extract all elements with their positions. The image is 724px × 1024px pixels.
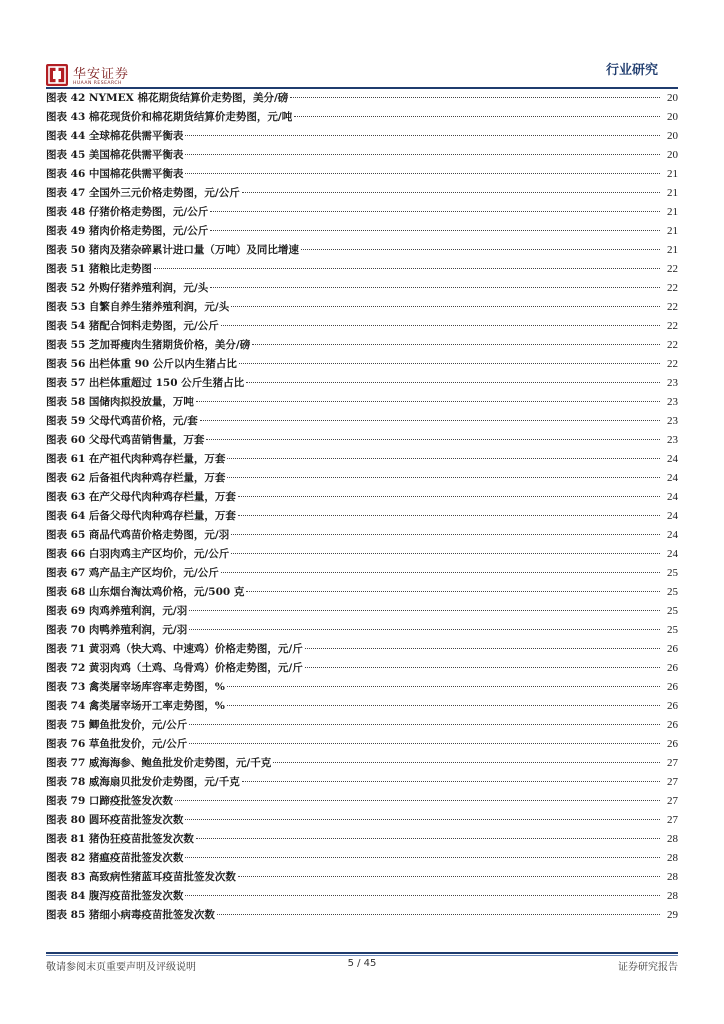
toc-entry[interactable] — [46, 603, 678, 622]
toc-entry[interactable] — [46, 204, 678, 223]
toc-entry[interactable] — [46, 774, 678, 793]
toc-entry-page[interactable]: 22 — [667, 339, 678, 351]
toc-entry-page[interactable]: 21 — [667, 225, 678, 237]
toc-entry-page[interactable]: 21 — [667, 187, 678, 199]
toc-entry-page[interactable]: 24 — [667, 548, 678, 560]
toc-dot-leader — [246, 591, 660, 592]
toc-entry-title[interactable]: 图表 72 黄羽肉鸡（土鸡、乌骨鸡）价格走势图，元/斤 — [46, 662, 303, 674]
toc-entry-page[interactable]: 20 — [667, 130, 678, 142]
page-header — [46, 58, 678, 88]
toc-dot-leader — [185, 135, 660, 136]
toc-entry-title[interactable]: 图表 51 猪粮比走势图 — [46, 263, 152, 275]
toc-dot-leader — [273, 762, 660, 763]
toc-entry-title[interactable]: 图表 82 猪瘟疫苗批签发次数 — [46, 852, 184, 864]
footer-divider-thin — [46, 955, 678, 956]
toc-dot-leader — [305, 667, 660, 668]
toc-entry[interactable] — [46, 147, 678, 166]
toc-entry-title[interactable]: 图表 45 美国棉花供需平衡表 — [46, 149, 184, 161]
toc-entry-page[interactable]: 20 — [667, 92, 678, 104]
toc-entry-title[interactable]: 图表 58 国储肉拟投放量，万吨 — [46, 396, 194, 408]
toc-entry-title[interactable]: 图表 44 全球棉花供需平衡表 — [46, 130, 184, 142]
toc-dot-leader — [189, 629, 660, 630]
toc-dot-leader — [239, 363, 660, 364]
toc-entry[interactable] — [46, 698, 678, 717]
toc-entry-page[interactable]: 24 — [667, 510, 678, 522]
toc-entry-title[interactable]: 图表 50 猪肉及猪杂碎累计进口量（万吨）及同比增速 — [46, 244, 299, 256]
toc-entry[interactable] — [46, 489, 678, 508]
toc-entry-page[interactable]: 22 — [667, 263, 678, 275]
toc-entry[interactable] — [46, 90, 678, 109]
toc-dot-leader — [246, 382, 660, 383]
toc-entry-page[interactable]: 24 — [667, 472, 678, 484]
toc-entry-title[interactable]: 图表 48 仔猪价格走势图，元/公斤 — [46, 206, 209, 218]
toc-entry-title[interactable]: 图表 84 腹泻疫苗批签发次数 — [46, 890, 184, 902]
toc-entry-page[interactable]: 27 — [667, 757, 678, 769]
toc-dot-leader — [196, 838, 660, 839]
toc-entry[interactable] — [46, 166, 678, 185]
toc-entry-page[interactable]: 22 — [667, 301, 678, 313]
toc-entry[interactable] — [46, 527, 678, 546]
logo-subtitle: HUAAN RESEARCH — [73, 81, 122, 86]
toc-dot-leader — [200, 420, 660, 421]
table-of-figures — [46, 90, 678, 926]
toc-entry-title[interactable]: 图表 77 威海海参、鲍鱼批发价走势图，元/千克 — [46, 757, 272, 769]
toc-entry-page[interactable]: 24 — [667, 453, 678, 465]
toc-entry-title[interactable]: 图表 81 猪伪狂疫苗批签发次数 — [46, 833, 194, 845]
toc-entry-title[interactable]: 图表 54 猪配合饲料走势图，元/公斤 — [46, 320, 219, 332]
toc-dot-leader — [206, 439, 660, 440]
toc-entry-page[interactable]: 28 — [667, 852, 678, 864]
header-divider — [46, 87, 678, 89]
toc-entry[interactable] — [46, 280, 678, 299]
toc-entry-page[interactable]: 23 — [667, 434, 678, 446]
huaan-logo-icon — [46, 64, 68, 86]
toc-entry-page[interactable]: 28 — [667, 871, 678, 883]
toc-entry-title[interactable]: 图表 79 口蹄疫批签发次数 — [46, 795, 173, 807]
toc-dot-leader — [242, 781, 660, 782]
toc-dot-leader — [185, 857, 660, 858]
toc-entry-title[interactable]: 图表 68 山东烟台淘汰鸡价格，元/500 克 — [46, 586, 245, 598]
toc-entry-title[interactable]: 图表 57 出栏体重超过 150 公斤生猪占比 — [46, 377, 245, 389]
toc-dot-leader — [227, 705, 660, 706]
toc-entry[interactable] — [46, 584, 678, 603]
toc-dot-leader — [301, 249, 660, 250]
toc-entry-page[interactable]: 26 — [667, 681, 678, 693]
toc-entry-page[interactable]: 26 — [667, 662, 678, 674]
toc-entry[interactable] — [46, 679, 678, 698]
toc-dot-leader — [210, 287, 660, 288]
toc-entry-page[interactable]: 24 — [667, 529, 678, 541]
toc-entry-title[interactable]: 图表 85 猪细小病毒疫苗批签发次数 — [46, 909, 215, 921]
toc-entry[interactable] — [46, 622, 678, 641]
toc-entry[interactable] — [46, 546, 678, 565]
toc-entry[interactable] — [46, 109, 678, 128]
toc-entry-title[interactable]: 图表 65 商品代鸡苗价格走势图，元/羽 — [46, 529, 230, 541]
toc-entry-title[interactable]: 图表 64 后备父母代肉种鸡存栏量，万套 — [46, 510, 236, 522]
toc-dot-leader — [185, 154, 660, 155]
toc-entry-title[interactable]: 图表 71 黄羽鸡（快大鸡、中速鸡）价格走势图，元/斤 — [46, 643, 303, 655]
toc-entry-page[interactable]: 27 — [667, 776, 678, 788]
toc-dot-leader — [290, 97, 660, 98]
toc-entry[interactable] — [46, 565, 678, 584]
toc-entry-title[interactable]: 图表 42 NYMEX 棉花期货结算价走势图，美分/磅 — [46, 92, 289, 104]
toc-entry[interactable] — [46, 508, 678, 527]
toc-entry[interactable] — [46, 337, 678, 356]
toc-entry[interactable] — [46, 432, 678, 451]
toc-dot-leader — [185, 819, 660, 820]
toc-entry-page[interactable]: 23 — [667, 396, 678, 408]
toc-entry-title[interactable]: 图表 47 全国外三元价格走势图，元/公斤 — [46, 187, 240, 199]
toc-entry[interactable] — [46, 660, 678, 679]
toc-entry-title[interactable]: 图表 56 出栏体重 90 公斤以内生猪占比 — [46, 358, 237, 370]
toc-dot-leader — [189, 724, 660, 725]
toc-entry[interactable] — [46, 850, 678, 869]
toc-entry[interactable] — [46, 907, 678, 926]
toc-entry-title[interactable]: 图表 83 高致病性猪蓝耳疫苗批签发次数 — [46, 871, 236, 883]
toc-dot-leader — [238, 496, 660, 497]
toc-dot-leader — [305, 648, 660, 649]
toc-entry-title[interactable]: 图表 63 在产父母代肉种鸡存栏量，万套 — [46, 491, 236, 503]
toc-entry-page[interactable]: 25 — [667, 567, 678, 579]
toc-entry[interactable] — [46, 755, 678, 774]
toc-entry[interactable] — [46, 185, 678, 204]
toc-entry[interactable] — [46, 470, 678, 489]
toc-entry[interactable] — [46, 869, 678, 888]
toc-entry[interactable] — [46, 356, 678, 375]
toc-entry-title[interactable]: 图表 60 父母代鸡苗销售量，万套 — [46, 434, 205, 446]
toc-dot-leader — [185, 173, 660, 174]
toc-dot-leader — [231, 306, 660, 307]
toc-entry-page[interactable]: 22 — [667, 320, 678, 332]
toc-dot-leader — [242, 192, 660, 193]
toc-entry-page[interactable]: 29 — [667, 909, 678, 921]
toc-entry-page[interactable]: 27 — [667, 814, 678, 826]
toc-entry-title[interactable]: 图表 78 威海扇贝批发价走势图，元/千克 — [46, 776, 240, 788]
toc-entry-page[interactable]: 25 — [667, 624, 678, 636]
toc-entry-title[interactable]: 图表 43 棉花现货价和棉花期货结算价走势图，元/吨 — [46, 111, 293, 123]
toc-dot-leader — [238, 876, 660, 877]
toc-dot-leader — [185, 895, 660, 896]
toc-entry-page[interactable]: 26 — [667, 700, 678, 712]
toc-dot-leader — [217, 914, 660, 915]
toc-entry-title[interactable]: 图表 66 白羽肉鸡主产区均价，元/公斤 — [46, 548, 230, 560]
toc-entry-page[interactable]: 25 — [667, 586, 678, 598]
logo-name: 华安证券 — [73, 67, 130, 82]
toc-dot-leader — [231, 534, 660, 535]
toc-entry-title[interactable]: 图表 49 猪肉价格走势图，元/公斤 — [46, 225, 209, 237]
toc-entry-title[interactable]: 图表 46 中国棉花供需平衡表 — [46, 168, 184, 180]
toc-entry-title[interactable]: 图表 53 自繁自养生猪养殖利润，元/头 — [46, 301, 230, 313]
page-footer — [46, 958, 678, 974]
toc-entry-page[interactable]: 22 — [667, 358, 678, 370]
toc-dot-leader — [154, 268, 660, 269]
toc-entry-title[interactable]: 图表 73 禽类屠宰场库容率走势图，% — [46, 681, 225, 693]
toc-dot-leader — [221, 325, 660, 326]
toc-dot-leader — [196, 401, 660, 402]
toc-entry-title[interactable]: 图表 75 鲫鱼批发价，元/公斤 — [46, 719, 188, 731]
toc-entry[interactable] — [46, 375, 678, 394]
footer-doc-type: 证券研究报告 — [618, 962, 678, 973]
toc-dot-leader — [189, 610, 660, 611]
footer-disclaimer: 敬请参阅末页重要声明及评级说明 — [46, 962, 196, 973]
toc-entry-page[interactable]: 26 — [667, 738, 678, 750]
toc-entry[interactable] — [46, 242, 678, 261]
toc-dot-leader — [210, 230, 660, 231]
toc-entry[interactable] — [46, 736, 678, 755]
toc-entry[interactable] — [46, 717, 678, 736]
toc-entry-page[interactable]: 24 — [667, 491, 678, 503]
toc-entry-page[interactable]: 22 — [667, 282, 678, 294]
toc-entry-page[interactable]: 23 — [667, 377, 678, 389]
toc-entry[interactable] — [46, 888, 678, 907]
toc-entry-page[interactable]: 21 — [667, 168, 678, 180]
toc-entry[interactable] — [46, 318, 678, 337]
toc-entry-page[interactable]: 21 — [667, 244, 678, 256]
toc-entry-page[interactable]: 20 — [667, 149, 678, 161]
toc-entry[interactable] — [46, 413, 678, 432]
toc-entry-page[interactable]: 27 — [667, 795, 678, 807]
toc-dot-leader — [231, 553, 660, 554]
toc-entry-title[interactable]: 图表 74 禽类屠宰场开工率走势图，% — [46, 700, 225, 712]
page-number: 5 / 45 — [347, 958, 377, 969]
toc-entry-page[interactable]: 26 — [667, 719, 678, 731]
toc-entry-title[interactable]: 图表 76 草鱼批发价，元/公斤 — [46, 738, 188, 750]
toc-entry-page[interactable]: 28 — [667, 890, 678, 902]
toc-entry-title[interactable]: 图表 62 后备祖代肉种鸡存栏量，万套 — [46, 472, 226, 484]
toc-entry-page[interactable]: 23 — [667, 415, 678, 427]
toc-entry-title[interactable]: 图表 61 在产祖代肉种鸡存栏量，万套 — [46, 453, 226, 465]
toc-entry[interactable] — [46, 451, 678, 470]
toc-dot-leader — [175, 800, 660, 801]
toc-dot-leader — [252, 344, 660, 345]
toc-dot-leader — [227, 477, 660, 478]
toc-dot-leader — [238, 515, 660, 516]
toc-entry-page[interactable]: 20 — [667, 111, 678, 123]
toc-entry-title[interactable]: 图表 55 芝加哥瘦肉生猪期货价格，美分/磅 — [46, 339, 251, 351]
toc-dot-leader — [227, 686, 660, 687]
toc-entry-page[interactable]: 26 — [667, 643, 678, 655]
toc-entry[interactable] — [46, 641, 678, 660]
toc-entry-title[interactable]: 图表 70 肉鸭养殖利润，元/羽 — [46, 624, 188, 636]
toc-entry-title[interactable]: 图表 67 鸡产品主产区均价，元/公斤 — [46, 567, 219, 579]
toc-entry-title[interactable]: 图表 69 肉鸡养殖利润，元/羽 — [46, 605, 188, 617]
toc-entry[interactable] — [46, 128, 678, 147]
toc-entry-page[interactable]: 21 — [667, 206, 678, 218]
toc-entry-title[interactable]: 图表 52 外购仔猪养殖利润，元/头 — [46, 282, 209, 294]
toc-entry[interactable] — [46, 394, 678, 413]
toc-entry[interactable] — [46, 831, 678, 850]
toc-entry-title[interactable]: 图表 80 圆环疫苗批签发次数 — [46, 814, 184, 826]
toc-dot-leader — [294, 116, 660, 117]
toc-entry-page[interactable]: 28 — [667, 833, 678, 845]
toc-entry[interactable] — [46, 261, 678, 280]
toc-entry[interactable] — [46, 793, 678, 812]
toc-dot-leader — [221, 572, 660, 573]
toc-entry-title[interactable]: 图表 59 父母代鸡苗价格，元/套 — [46, 415, 198, 427]
toc-entry[interactable] — [46, 299, 678, 318]
toc-entry-page[interactable]: 25 — [667, 605, 678, 617]
toc-dot-leader — [227, 458, 660, 459]
toc-entry[interactable] — [46, 223, 678, 242]
toc-dot-leader — [210, 211, 660, 212]
toc-entry[interactable] — [46, 812, 678, 831]
toc-dot-leader — [189, 743, 660, 744]
section-label: 行业研究 — [605, 63, 658, 78]
footer-divider — [46, 952, 678, 954]
